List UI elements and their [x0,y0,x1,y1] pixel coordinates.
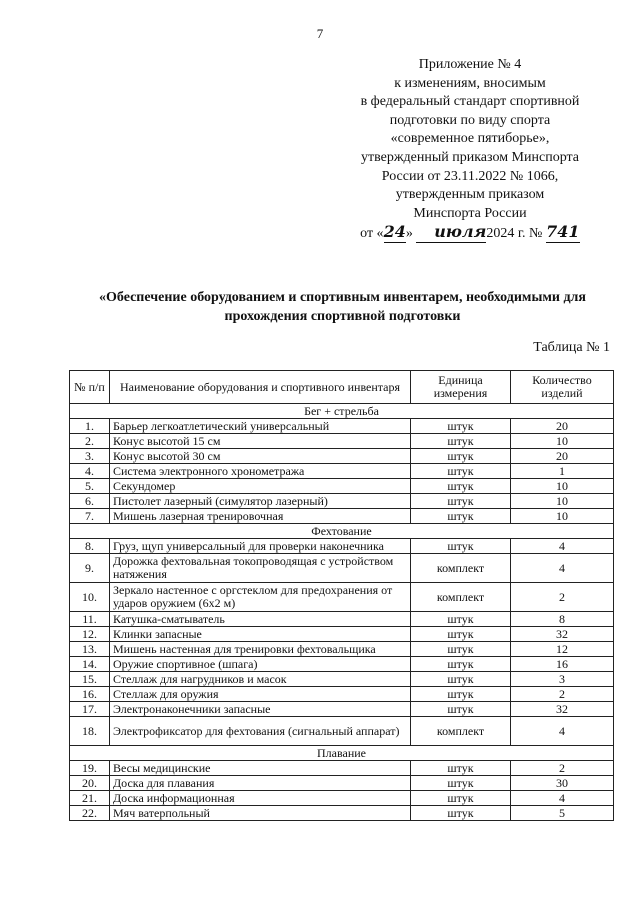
cell-unit: штук [411,806,511,821]
page-number: 7 [316,26,324,41]
cell-unit: штук [411,627,511,642]
cell-qty: 32 [511,702,614,717]
cell-unit: штук [411,479,511,494]
section-row [70,524,614,539]
cell-qty: 4 [511,791,614,806]
cell-unit: штук [411,776,511,791]
table-row [70,539,614,554]
cell-num: 11. [70,612,110,627]
cell-name: Электронаконечники запасные [110,702,411,717]
cell-num: 15. [70,672,110,687]
cell-num: 18. [70,717,110,746]
document-heading: «Обеспечение оборудованием и спортивным инвентарем, необходимыми для прохождения спортивной подготовки [99,290,586,324]
cell-unit: штук [411,449,511,464]
cell-num: 20. [70,776,110,791]
table-row [70,687,614,702]
cell-unit: штук [411,687,511,702]
table-row [70,627,614,642]
cell-unit: комплект [411,583,511,612]
appendix-line: Приложение № 4 [418,57,522,72]
date-prefix: от « [360,226,384,242]
cell-num: 16. [70,687,110,702]
cell-qty: 5 [511,806,614,821]
date-month: июля [416,223,486,243]
cell-name: Мяч ватерпольный [110,806,411,821]
cell-qty: 12 [511,642,614,657]
appendix-line: подготовки по виду спорта [389,112,551,128]
table-row [70,776,614,791]
cell-name: Весы медицинские [110,761,411,776]
cell-qty: 4 [511,717,614,746]
cell-qty: 2 [511,583,614,612]
equipment-table [69,370,614,821]
cell-unit: штук [411,657,511,672]
cell-num: 9. [70,554,110,583]
cell-num: 3. [70,449,110,464]
table-body [70,404,614,821]
cell-unit: штук [411,672,511,687]
table-row [70,657,614,672]
cell-name: Пистолет лазерный (симулятор лазерный) [110,494,411,509]
cell-name: Стеллаж для нагрудников и масок [110,672,411,687]
cell-unit: штук [411,494,511,509]
cell-name: Оружие спортивное (шпага) [110,657,411,672]
table-row [70,464,614,479]
cell-name: Электрофиксатор для фехтования (сигнальный аппарат) [110,717,411,746]
cell-num: 6. [70,494,110,509]
appendix-line: утвержденным приказом [395,187,545,203]
appendix-line: утвержденный приказом Минспорта [360,149,580,165]
cell-name: Конус высотой 30 см [110,449,411,464]
cell-name: Зеркало настенное с оргстеклом для предохранения от ударов оружием (6х2 м) [110,583,411,612]
cell-num: 12. [70,627,110,642]
appendix-line: России от 23.11.2022 № 1066, [381,168,559,184]
cell-name: Катушка-сматыватель [110,612,411,627]
cell-unit: штук [411,702,511,717]
order-date-line [340,223,600,244]
cell-name: Секундомер [110,479,411,494]
order-number: 741 [546,222,580,242]
appendix-line: к изменениям, вносимым [394,75,546,91]
table-row [70,509,614,524]
cell-num: 21. [70,791,110,806]
cell-name: Система электронного хронометража [110,464,411,479]
table-row [70,702,614,717]
cell-qty: 10 [511,509,614,524]
cell-unit: штук [411,791,511,806]
cell-qty: 10 [511,494,614,509]
table-label: Таблица № 1 [533,340,610,355]
table-row [70,449,614,464]
cell-num: 10. [70,583,110,612]
section-title: Плавание [70,746,614,761]
section-title: Фехтование [70,524,614,539]
cell-name: Дорожка фехтовальная токопроводящая с устройством натяжения [110,554,411,583]
cell-unit: штук [411,612,511,627]
cell-name: Доска для плавания [110,776,411,791]
section-row [70,746,614,761]
table-row [70,554,614,583]
table-row [70,806,614,821]
cell-qty: 8 [511,612,614,627]
appendix-line: в федеральный стандарт спортивной [360,94,580,110]
cell-name: Мишень настенная для тренировки фехтовальщика [110,642,411,657]
cell-qty: 10 [511,434,614,449]
cell-num: 5. [70,479,110,494]
table-row [70,419,614,434]
cell-qty: 20 [511,419,614,434]
cell-num: 13. [70,642,110,657]
cell-unit: штук [411,419,511,434]
cell-num: 22. [70,806,110,821]
date-quote: » [405,226,413,242]
cell-qty: 16 [511,657,614,672]
cell-qty: 4 [511,539,614,554]
cell-name: Конус высотой 15 см [110,434,411,449]
cell-num: 19. [70,761,110,776]
table-row [70,494,614,509]
cell-unit: штук [411,539,511,554]
appendix-line: Минспорта России [413,205,527,221]
cell-unit: штук [411,642,511,657]
header-name: Наименование оборудования и спортивного инвентаря [110,371,411,404]
cell-qty: 4 [511,554,614,583]
header-num: № п/п [70,371,110,404]
cell-qty: 2 [511,761,614,776]
cell-num: 2. [70,434,110,449]
cell-num: 17. [70,702,110,717]
cell-unit: штук [411,761,511,776]
cell-name: Мишень лазерная тренировочная [110,509,411,524]
cell-unit: штук [411,464,511,479]
table-row [70,717,614,746]
cell-unit: штук [411,509,511,524]
cell-unit: комплект [411,717,511,746]
table-row [70,583,614,612]
header-qty: Количество изделий [511,371,614,404]
cell-num: 8. [70,539,110,554]
table-row [70,791,614,806]
cell-num: 7. [70,509,110,524]
appendix-block [340,56,600,244]
date-year: 2024 г. № [486,226,543,242]
date-day: 24 [383,222,406,242]
appendix-line: «современное пятиборье», [390,131,550,147]
table-row [70,434,614,449]
cell-name: Барьер легкоатлетический универсальный [110,419,411,434]
cell-name: Клинки запасные [110,627,411,642]
cell-qty: 3 [511,672,614,687]
section-title: Бег + стрельба [70,404,614,419]
cell-name: Доска информационная [110,791,411,806]
table-header-row [70,371,614,404]
table-row [70,761,614,776]
cell-name: Груз, щуп универсальный для проверки наконечника [110,539,411,554]
cell-num: 4. [70,464,110,479]
cell-unit: штук [411,434,511,449]
header-unit: Единица измерения [411,371,511,404]
cell-qty: 32 [511,627,614,642]
cell-qty: 1 [511,464,614,479]
cell-name: Стеллаж для оружия [110,687,411,702]
cell-num: 1. [70,419,110,434]
table-row [70,612,614,627]
cell-qty: 10 [511,479,614,494]
cell-qty: 30 [511,776,614,791]
cell-qty: 20 [511,449,614,464]
section-row [70,404,614,419]
cell-qty: 2 [511,687,614,702]
table-row [70,642,614,657]
table-row [70,479,614,494]
table-row [70,672,614,687]
cell-unit: комплект [411,554,511,583]
cell-num: 14. [70,657,110,672]
